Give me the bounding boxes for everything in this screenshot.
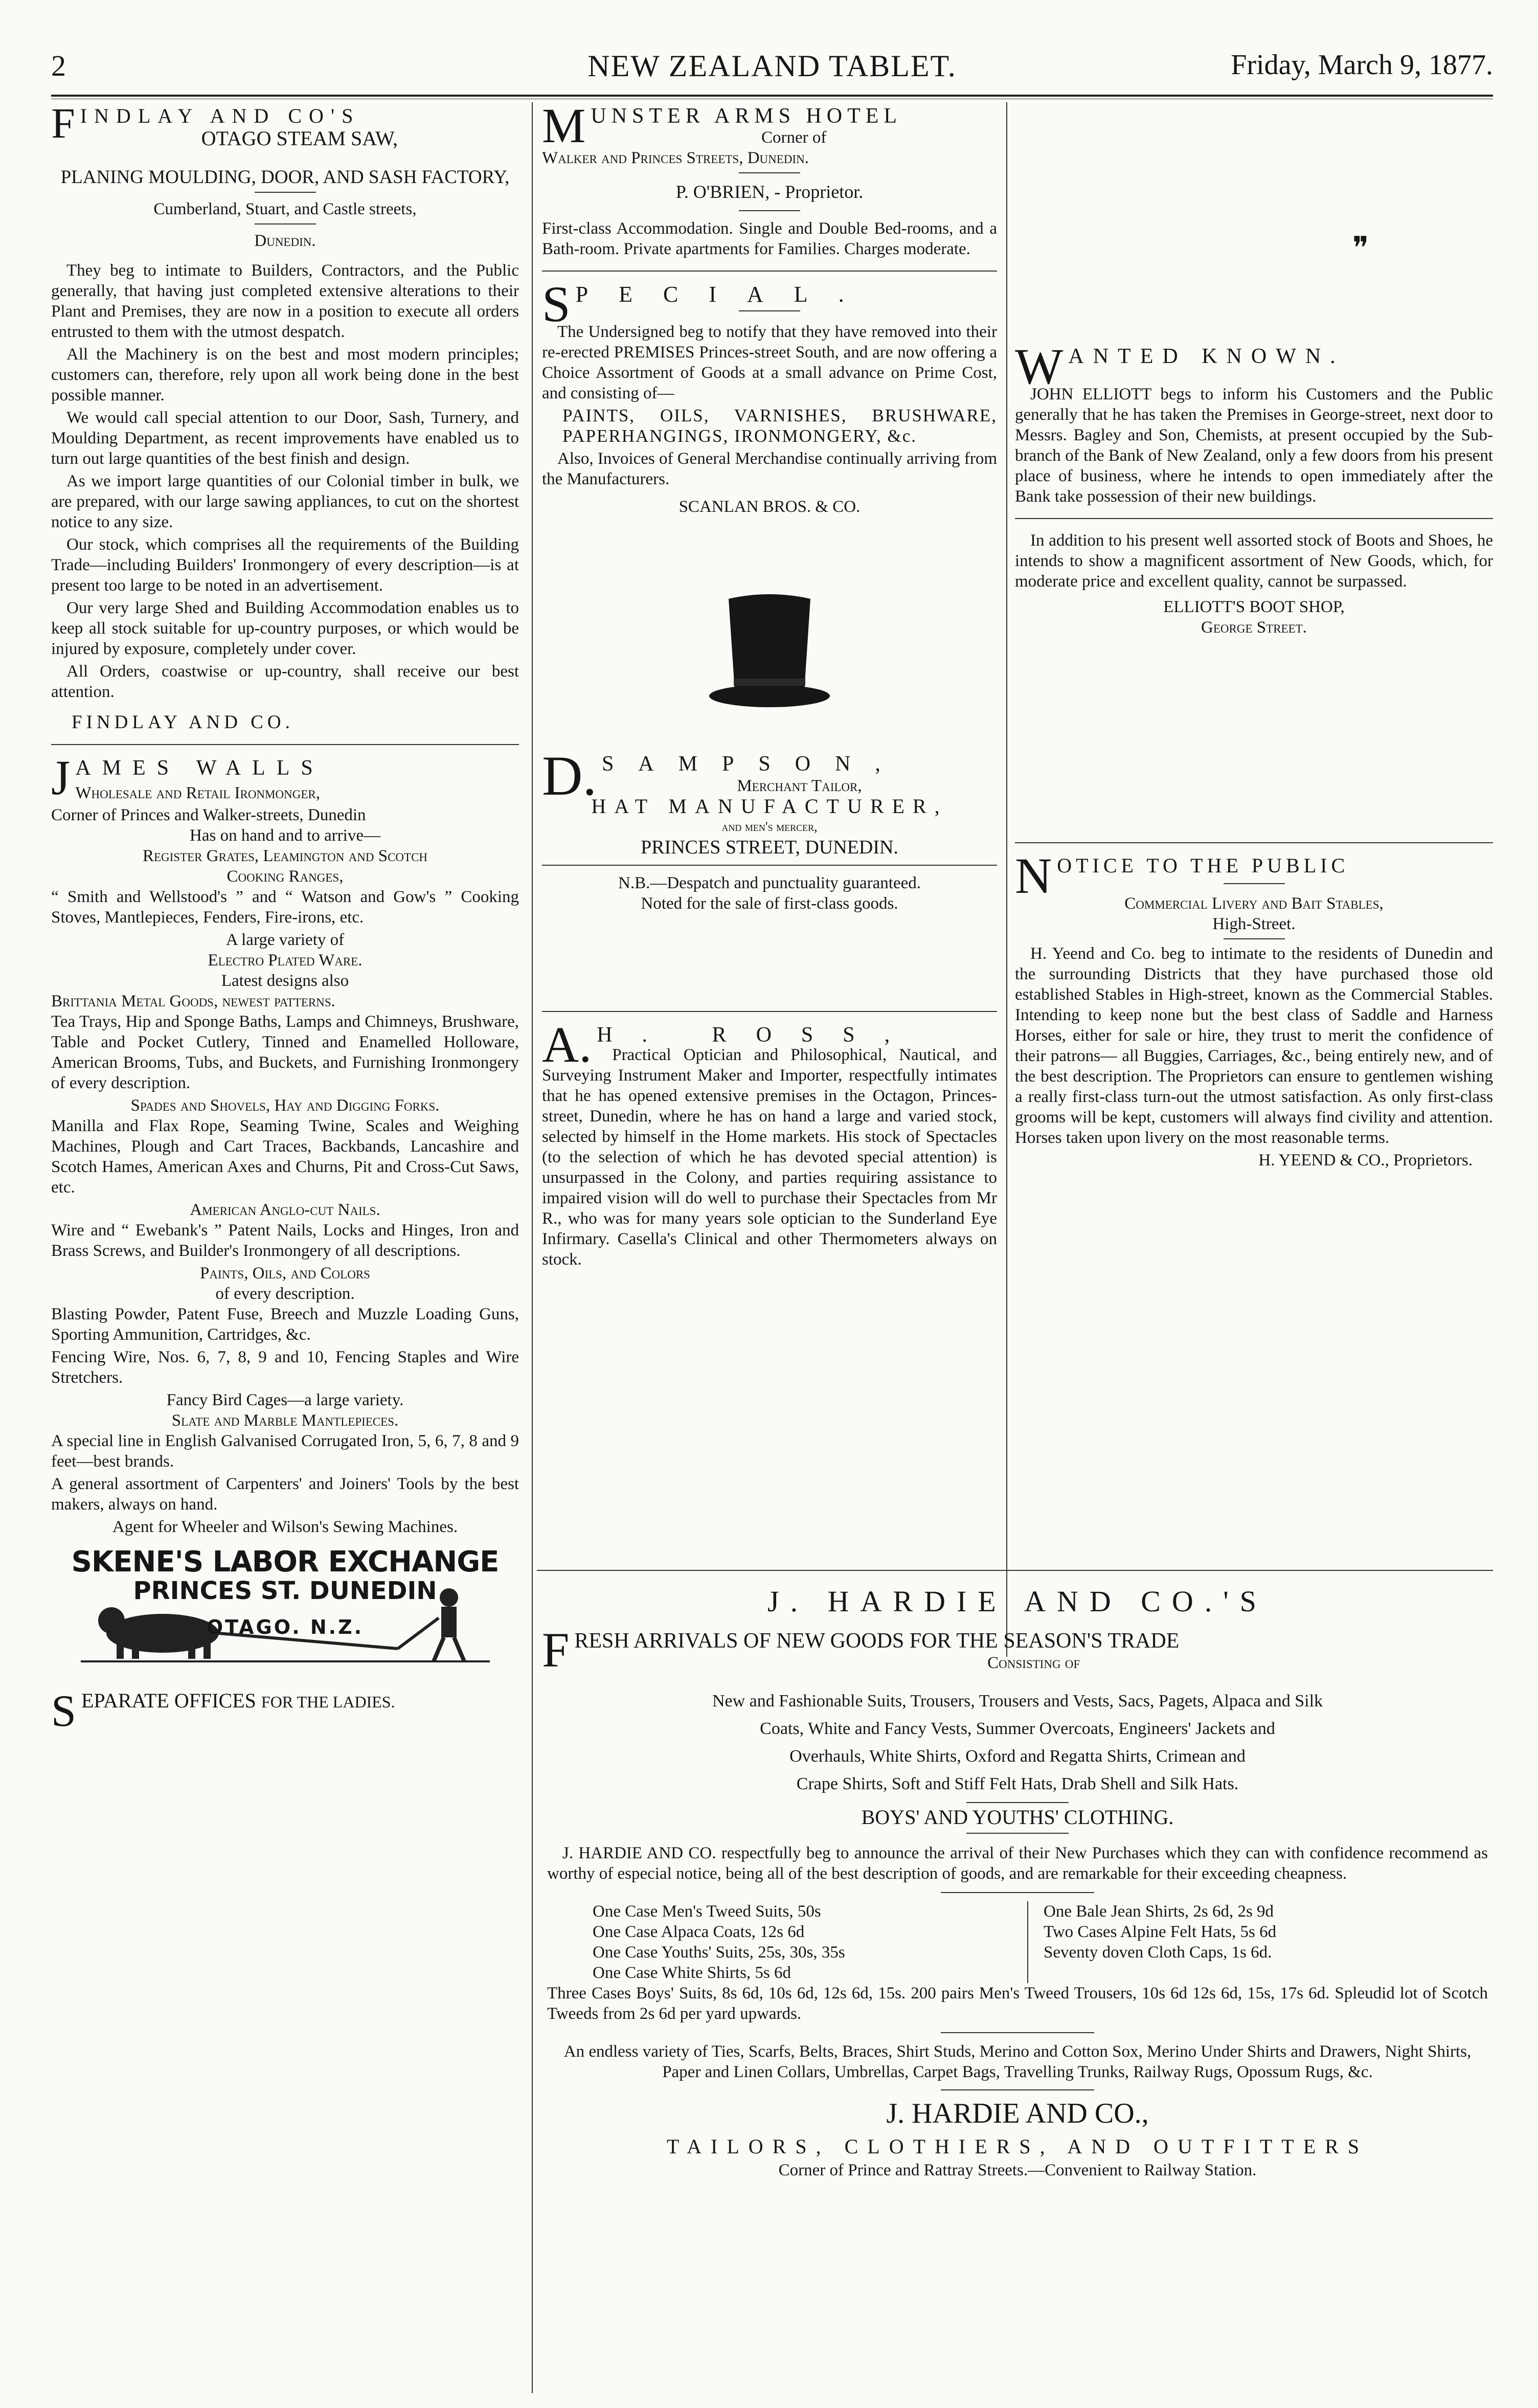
hardie-list-right — [1027, 1901, 1442, 1983]
hardie-headline: RESH ARRIVALS OF NEW GOODS FOR THE SEASON'S TRADE — [574, 1629, 1180, 1653]
hardie-trades: TAILORS, CLOTHIERS, AND OUTFITTERS — [666, 2135, 1369, 2158]
skene-logo — [51, 1545, 519, 1736]
separate-dropcap: S — [51, 1686, 76, 1736]
hardie-top-rule — [537, 1570, 1493, 1571]
blank-space — [1015, 105, 1493, 345]
walls-line: Fencing Wire, Nos. 6, 7, 8, 9 and 10, Fencing Staples and Wire Stretchers. — [51, 1348, 519, 1387]
walls-line: Electro Plated Ware. — [208, 951, 363, 970]
munster-corner: Corner of — [761, 128, 827, 147]
hardie-goods-line: Overhauls, White Shirts, Oxford and Regatta Shirts, Crimean and — [789, 1747, 1246, 1766]
notice-heading: OTICE TO THE PUBLIC — [1057, 854, 1349, 877]
sampson-dropcap: D. — [542, 745, 597, 807]
wanted-heading: ANTED KNOWN. — [1068, 345, 1345, 368]
findlay-dropcap: F — [51, 100, 75, 147]
special-signature: SCANLAN BROS. & CO. — [678, 498, 861, 516]
ross-name: H. ROSS, — [597, 1023, 920, 1047]
skene-title: SKENE'S LABOR EXCHANGE — [71, 1545, 499, 1579]
findlay-paragraph: They beg to intimate to Builders, Contractors, and the Public generally, that having just completed extensive alterations to their Plant and Premises, they are now in a position to execute all orders entrusted to them with the utmost despatch. — [51, 261, 519, 341]
walls-line: American Anglo-cut Nails. — [190, 1201, 380, 1219]
separate-offices — [51, 1686, 519, 1736]
notice-rule-2 — [1224, 938, 1285, 939]
notice-text: H. Yeend and Co. beg to intimate to the residents of Dunedin and the surrounding Districts that they have purchased those old established Stables in High-street, known as the Commercial Stables. Intending to keep none but the best class of Saddle and Harness Horses, either for sale or hire, they trust to merit the confidence of their patrons— all Buggies, Carriages, &c., being entirely new, and of the best description. The Proprietors can ensure to gentlemen wishing a really first-class turn-out the utmost satisfaction. As only first-class grooms will be kept, customers will always find civility and attention. Horses taken upon livery on the most reasonable terms. — [1015, 944, 1493, 1147]
skene-illustration — [51, 1577, 519, 1664]
notice-sub2: High-Street. — [1212, 915, 1296, 933]
walls-line: Wire and “ Ewebank's ” Patent Nails, Locks and Hinges, Iron and Brass Screws, and Builder's Ironmongery of all descriptions. — [51, 1221, 519, 1260]
hardie-list-item: Two Cases Alpine Felt Hats, 5s 6d — [1044, 1923, 1277, 1941]
masthead-rule — [51, 95, 1493, 97]
ad-divider — [542, 1011, 997, 1012]
separate-tail: FOR THE LADIES. — [261, 1693, 395, 1711]
ad-divider — [1015, 842, 1493, 843]
walls-line: Agent for Wheeler and Wilson's Sewing Machines. — [112, 1518, 458, 1536]
special-ad — [542, 276, 997, 517]
hardie-signature: J. HARDIE AND CO., — [886, 2098, 1149, 2129]
walls-line: A special line in English Galvanised Corrugated Iron, 5, 6, 7, 8 and 9 feet—best brands. — [51, 1432, 519, 1471]
notice-dropcap: N — [1015, 847, 1052, 904]
findlay-paragraph: All the Machinery is on the best and most modern principles; customers can, therefore, rely upon all work being done in the best possible manner. — [51, 345, 519, 404]
james-walls-ad — [51, 750, 519, 1537]
sampson-line: and men's mercer, — [721, 819, 818, 834]
findlay-address: Cumberland, Stuart, and Castle streets, — [153, 200, 417, 218]
munster-arms-ad — [542, 98, 997, 259]
walls-line: “ Smith and Wellstood's ” and “ Watson and Gow's ” Cooking Stoves, Mantlepieces, Fenders, Fire-irons, etc. — [51, 888, 519, 927]
skene-location: OTAGO. N.Z. — [206, 1616, 364, 1638]
hardie-three-cases: Three Cases Boys' Suits, 8s 6d, 10s 6d, 12s 6d, 15s. 200 pairs Men's Tweed Trousers, 10s 6d 12s 6d, 15s, 17s 6d. Spleudid lot of Scotch Tweeds from 2s 6d per yard upwards. — [547, 1984, 1488, 2023]
hardie-boys: BOYS' AND YOUTHS' CLOTHING. — [861, 1806, 1174, 1829]
special-items: PAINTS, OILS, VARNISHES, BRUSHWARE, PAPERHANGINGS, IRONMONGERY, &c. — [562, 406, 997, 446]
walls-subheading: Wholesale and Retail Ironmonger, — [75, 784, 320, 802]
munster-rule — [739, 172, 800, 173]
sampson-name: SAMPSON, — [601, 752, 905, 776]
hardie-list-item: One Case Men's Tweed Suits, 50s — [593, 1902, 821, 1921]
hardie-rule-2 — [966, 1833, 1069, 1834]
findlay-paragraph: All Orders, coastwise or up-country, shall receive our best attention. — [51, 662, 519, 701]
hardie-list-item: One Case Youths' Suits, 25s, 30s, 35s — [593, 1943, 845, 1962]
hardie-consisting: Consisting of — [987, 1654, 1080, 1672]
newspaper-title: NEW ZEALAND TABLET. — [587, 49, 957, 83]
sampson-rule — [542, 865, 997, 866]
page-number: 2 — [51, 49, 66, 82]
top-hat-icon — [708, 589, 831, 711]
walls-line: Blasting Powder, Patent Fuse, Breech and Muzzle Loading Guns, Sporting Ammunition, Cartridges, &c. — [51, 1305, 519, 1344]
walls-heading: AMES WALLS — [75, 756, 324, 780]
findlay-paragraph: Our very large Shed and Building Accommodation enables us to keep all stock suitable for up-country purposes, or which would be injured by exposure, completely under cover. — [51, 599, 519, 658]
hardie-ad — [542, 1585, 1493, 2180]
munster-rule-2 — [739, 210, 800, 211]
findlay-heading: INDLAY AND CO'S — [80, 104, 360, 127]
walls-line: Corner of Princes and Walker-streets, Dunedin — [51, 806, 366, 824]
ad-divider — [542, 271, 997, 272]
wanted-dropcap: W — [1015, 338, 1064, 395]
munster-streets: Walker and Princes Streets, Dunedin. — [542, 149, 809, 167]
issue-date: Friday, March 9, 1877. — [1231, 49, 1493, 81]
column-divider-2 — [1006, 102, 1007, 1657]
walls-line: Spades and Shovels, Hay and Digging Forks. — [130, 1096, 440, 1115]
munster-text: First-class Accommodation. Single and Double Bed-rooms, and a Bath-room. Private apartments for Families. Charges moderate. — [542, 219, 997, 258]
notice-rule — [1224, 883, 1285, 884]
ad-divider — [51, 744, 519, 745]
munster-proprietor: P. O'BRIEN, - Proprietor. — [675, 182, 864, 202]
findlay-rule-2 — [255, 223, 316, 224]
walls-line: Paints, Oils, and Colors — [200, 1264, 370, 1282]
walls-line: of every description. — [215, 1285, 355, 1303]
skene-address: PRINCES ST. DUNEDIN — [133, 1577, 437, 1605]
hardie-list-item: One Case Alpaca Coats, 12s 6d — [593, 1923, 805, 1941]
ross-text: Practical Optician and Philosophical, Nautical, and Surveying Instrument Maker and Importer, respectfully intimates that he has opened extensive premises in the Octagon, Princes-street, Dunedin, where he has on hand a large and varied stock, selected by himself in the Home markets. His stock of Spectacles (to the selection of which he has devoted special attention) is unsurpassed in the Colony, and parties requiring assistance to impaired vision will do well to purchase their Spectacles from Mr R., who was for many years sole optician to the Sunderland Eye Infirmary. Casella's Clinical and other Thermometers always on stock. — [542, 1046, 997, 1269]
walls-line: Manilla and Flax Rope, Seaming Twine, Scales and Weighing Machines, Plough and Cart Traces, Backbands, Lancashire and Scotch Hames, American Axes and Churns, Pit and Cross-Cut Saws, etc. — [51, 1117, 519, 1197]
hardie-rule-3 — [941, 1892, 1094, 1893]
ink-mark: ❞ — [1352, 231, 1369, 265]
notice-signature: H. YEEND & CO., Proprietors. — [1258, 1151, 1473, 1169]
special-heading: PECIAL. — [575, 282, 875, 307]
findlay-paragraph: As we import large quantities of our Colonial timber in bulk, we are prepared, with our large sawing appliances, to cut on the shortest notice to any size. — [51, 472, 519, 531]
hardie-price-list — [542, 1901, 1493, 1983]
column-divider-1 — [532, 102, 533, 2393]
walls-dropcap: J — [51, 750, 71, 805]
hardie-rule-4 — [941, 2032, 1094, 2033]
hardie-dropcap: F — [542, 1623, 570, 1677]
elliott-paragraph: JOHN ELLIOTT begs to inform his Customers and the Public generally that he has taken the Premises in George-street, next door to Messrs. Bagley and Son, Chemists, at present occupied by the Sub-branch of the Bank of New Zealand, only a few doors from his present place of business, where he intends to open immediately after the Bank take possession of their new buildings. — [1015, 385, 1493, 506]
hardie-title: J. HARDIE AND CO.'S — [767, 1585, 1268, 1618]
hardie-list-item: One Case White Shirts, 5s 6d — [593, 1964, 791, 1982]
special-also: Also, Invoices of General Merchandise continually arriving from the Manufacturers. — [542, 449, 997, 488]
elliott-street: George Street. — [1201, 618, 1307, 637]
findlay-rule — [255, 192, 316, 193]
separate-text: EPARATE OFFICES — [81, 1689, 256, 1712]
elliott-paragraph: In addition to his present well assorted stock of Boots and Shoes, he intends to show a magnificent assortment of New Goods, which, for moderate price and excellent quality, cannot be surpassed. — [1015, 531, 1493, 591]
findlay-city: Dunedin. — [254, 232, 316, 250]
walls-line: A general assortment of Carpenters' and Joiners' Tools by the best makers, always on hand. — [51, 1475, 519, 1514]
findlay-ad — [51, 100, 519, 733]
sampson-ad — [542, 745, 997, 914]
hardie-list-left — [593, 1901, 1022, 1983]
special-rule — [739, 310, 800, 311]
findlay-signature: FINDLAY AND CO. — [72, 712, 294, 733]
hardie-rule — [966, 1802, 1069, 1803]
ross-ad — [542, 1016, 997, 1270]
walls-line: Slate and Marble Mantlepieces. — [171, 1411, 399, 1430]
column-left — [51, 100, 519, 1736]
ross-dropcap: A. — [542, 1016, 592, 1073]
hardie-endless: An endless variety of Ties, Scarfs, Belts, Braces, Shirt Studs, Merino and Cotton Sox, Merino Under Shirts and Drawers, Night Shirts, Paper and Linen Collars, Umbrellas, Carpet Bags, Travelling Trunks, Railway Rugs, Opossum Rugs, &c. — [563, 2042, 1472, 2081]
findlay-heading-line2: OTAGO STEAM SAW, — [201, 127, 398, 150]
walls-line: A large variety of — [225, 931, 345, 949]
notice-ad — [1015, 847, 1493, 1171]
masthead — [51, 49, 1493, 95]
special-intro: The Undersigned beg to notify that they have removed into their re-erected PREMISES Princes-street South, and are now offering a Choice Assortment of Goods at a small advance on Prime Cost, and consisting of— — [542, 323, 997, 402]
munster-dropcap: M — [542, 98, 586, 153]
hardie-goods — [542, 1687, 1493, 1798]
findlay-subheading: PLANING MOULDING, DOOR, AND SASH FACTORY, — [60, 167, 510, 188]
sampson-line: Merchant Tailor, — [737, 777, 862, 795]
findlay-paragraph: We would call special attention to our Door, Sash, Turnery, and Moulding Department, as recent improvements have enabled us to turn out large quantities of the best finish and design. — [51, 409, 519, 468]
walls-line: Tea Trays, Hip and Sponge Baths, Lamps and Chimneys, Brushware, Table and Pocket Cutlery, Tinned and Enamelled Holloware, American Brooms, Tubs, and Buckets, and Furnishing Ironmongery of every description. — [51, 1012, 519, 1092]
hardie-list-item: Seventy doven Cloth Caps, 1s 6d. — [1044, 1943, 1272, 1962]
hardie-goods-line: Coats, White and Fancy Vests, Summer Overcoats, Engineers' Jackets and — [760, 1719, 1275, 1738]
elliott-shop: ELLIOTT'S BOOT SHOP, — [1163, 598, 1345, 616]
special-dropcap: S — [542, 276, 571, 332]
walls-line: Register Grates, Leamington and Scotch — [142, 847, 428, 865]
findlay-paragraph: Our stock, which comprises all the requirements of the Building Trade—including Builders' Ironmongery of every description—is at present too large to be noted in an advertisement. — [51, 535, 519, 595]
sampson-nb: N.B.—Despatch and punctuality guaranteed. — [618, 874, 921, 892]
hardie-corner: Corner of Prince and Rattray Streets.—Convenient to Railway Station. — [778, 2161, 1257, 2179]
sampson-nb: Noted for the sale of first-class goods. — [641, 894, 898, 913]
hardie-announce: J. HARDIE AND CO. respectfully beg to announce the arrival of their New Purchases which they can with confidence recommend as worthy of especial notice, being all of the best description of goods, and are remarkable for their exceeding cheapness. — [547, 1844, 1488, 1883]
elliott-rule — [1015, 518, 1493, 519]
walls-line: Has on hand and to arrive— — [190, 826, 380, 845]
walls-line: Brittania Metal Goods, newest patterns. — [51, 992, 335, 1010]
walls-line: Cooking Ranges, — [227, 867, 344, 886]
notice-sub1: Commercial Livery and Bait Stables, — [1124, 894, 1384, 913]
hardie-rule-5 — [941, 2089, 1094, 2090]
hardie-list-item: One Bale Jean Shirts, 2s 6d, 2s 9d — [1044, 1902, 1274, 1921]
sampson-line: HAT MANUFACTURER, — [591, 795, 948, 818]
sampson-line: PRINCES STREET, DUNEDIN. — [641, 837, 898, 858]
wanted-known-ad — [1015, 338, 1493, 638]
walls-line: Latest designs also — [221, 972, 349, 990]
munster-heading: UNSTER ARMS HOTEL — [591, 104, 902, 128]
column-middle — [542, 98, 997, 1272]
hardie-goods-line: Crape Shirts, Soft and Stiff Felt Hats, Drab Shell and Silk Hats. — [796, 1774, 1239, 1793]
column-right — [1015, 105, 1493, 1171]
walls-line: Fancy Bird Cages—a large variety. — [166, 1391, 404, 1409]
top-hat-illustration — [708, 589, 831, 711]
hardie-goods-line: New and Fashionable Suits, Trousers, Trousers and Vests, Sacs, Pagets, Alpaca and Silk — [712, 1692, 1323, 1711]
